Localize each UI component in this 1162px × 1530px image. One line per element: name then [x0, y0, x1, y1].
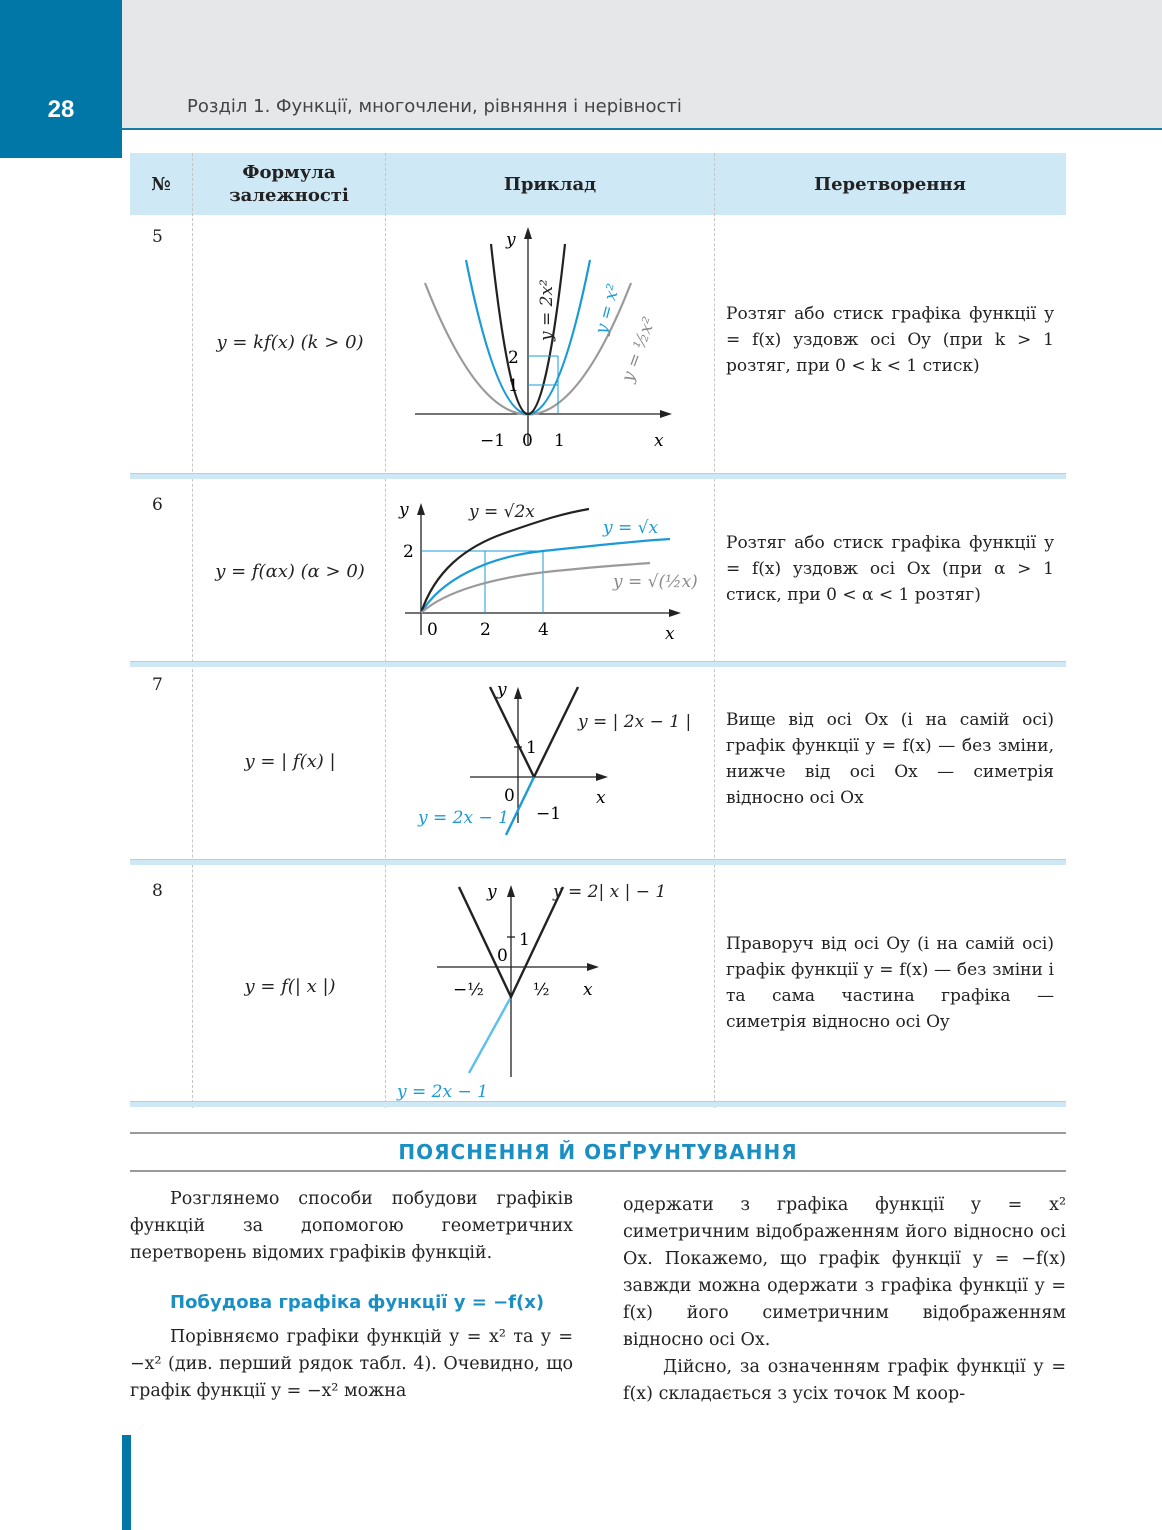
text-column-right	[623, 1192, 1066, 1408]
paragraph: Розглянемо способи побудови графіків функцій за допомогою геометричних перетворень відомих графіків функцій.	[130, 1189, 573, 1263]
tick-label: ½	[533, 980, 550, 1000]
x-axis-label: x	[596, 788, 606, 808]
tick-label: 2	[403, 542, 414, 562]
tick-label: 0	[522, 431, 533, 451]
chapter-title: Розділ 1. Функції, многочлени, рівняння і нерівності	[187, 96, 682, 117]
curve-label: y = 2| x | − 1	[553, 882, 667, 902]
row-description: Розтяг або стиск графіка функції y = f(x) уздовж осі Ox (при α > 1 стиск, при 0 < α < 1 розтяг)	[726, 533, 1054, 605]
column-header-example: Приклад	[503, 173, 597, 195]
example-graph-vertical-stretch	[410, 223, 700, 453]
text-column-left	[130, 1186, 573, 1405]
unused	[421, 529, 600, 613]
y-axis-label: y	[506, 230, 516, 250]
column-header-formula-line2: залежності	[229, 185, 349, 206]
tick-label: 1	[508, 376, 519, 396]
row-divider	[130, 473, 1066, 479]
abs-2x-minus-1-graph	[490, 687, 578, 777]
row-divider	[130, 859, 1066, 865]
column-divider	[385, 153, 386, 1108]
curve-label: y = 2x − 1	[418, 808, 509, 828]
y-axis-arrow-icon	[524, 227, 532, 239]
y-axis-arrow-icon	[507, 885, 515, 897]
column-header-formula-line1: Формула	[242, 162, 336, 183]
curve-label: y = | 2x − 1 |	[578, 712, 692, 732]
tick-label: 0	[504, 786, 515, 806]
margin-accent-bar	[122, 1435, 131, 1530]
page-number-tab	[0, 0, 122, 158]
x-axis-label: x	[654, 431, 664, 451]
x-axis-arrow-icon	[660, 410, 672, 418]
transformations-table	[130, 153, 1066, 1108]
tick-label: 4	[538, 620, 549, 640]
row-number: 7	[152, 675, 163, 695]
paragraph: Дійсно, за означенням графік функції y = f(x) складається з усіх точок M коор-	[623, 1357, 1066, 1404]
subheading: Побудова графіка функції y = −f(x)	[170, 1292, 545, 1313]
row-formula: y = f(| x |)	[244, 976, 336, 997]
example-graph-abs-of-function	[410, 673, 700, 853]
column-header-transformation: Перетворення	[814, 173, 966, 195]
tick-label: −1	[480, 431, 506, 451]
curve-label: y = 2x − 1	[397, 1082, 488, 1102]
paragraph: Порівняємо графіки функцій y = x² та y = −x² (див. перший рядок табл. 4). Очевидно, що графік функції y = −x² можна	[130, 1327, 573, 1401]
row-number: 8	[152, 881, 163, 901]
curve-label: y = ½x²	[617, 314, 660, 385]
x-axis-arrow-icon	[669, 609, 681, 617]
column-header-number: №	[151, 173, 171, 195]
curve-label: y = 2x²	[537, 279, 557, 341]
row-number: 6	[152, 495, 163, 515]
tick-label: 1	[526, 738, 537, 758]
row-description: Праворуч від осі Oy (і на самій осі) графік функції y = f(x) — без зміни і та сама частина графіка — симетрія відносно осі Oy	[726, 934, 1054, 1032]
example-graph-function-of-abs	[395, 875, 695, 1102]
row-number: 5	[152, 227, 163, 247]
y-axis-arrow-icon	[514, 687, 522, 699]
row-description: Вище від осі Ox (і на самій осі) графік функції y = f(x) — без зміни, нижче від осі Ox — симетрія відносно осі Ox	[726, 710, 1054, 808]
example-graph-horizontal-stretch	[395, 493, 710, 653]
row-divider	[130, 1101, 1066, 1107]
section-heading-bar	[130, 1132, 1066, 1172]
row-divider	[130, 661, 1066, 667]
y-axis-label: y	[399, 500, 409, 520]
curve-label: y = √(½x)	[613, 572, 698, 592]
row-formula: y = kf(x) (k > 0)	[216, 332, 364, 353]
page-number: 28	[47, 96, 75, 123]
row-formula: y = f(αx) (α > 0)	[215, 561, 365, 582]
x-axis-label: x	[665, 624, 675, 644]
header-rule	[120, 128, 1162, 130]
tick-label: −1	[536, 804, 562, 824]
tick-label: 1	[554, 431, 565, 451]
x-axis-arrow-icon	[596, 773, 608, 781]
row-formula: y = | f(x) |	[244, 751, 336, 772]
x-axis-arrow-icon	[587, 963, 599, 971]
tick-label: 2	[480, 620, 491, 640]
column-divider	[714, 153, 715, 1108]
y-axis-label: y	[497, 680, 507, 700]
y-axis-arrow-icon	[417, 503, 425, 515]
row-description: Розтяг або стиск графіка функції y = f(x) уздовж осі Oy (при k > 1 розтяг, при 0 < k < 1 стиск)	[726, 304, 1054, 376]
tick-label: 2	[508, 348, 519, 368]
curve-label: y = √2x	[469, 502, 535, 522]
column-divider	[192, 153, 193, 1108]
tick-label: 0	[427, 620, 438, 640]
paragraph: одержати з графіка функції y = x² симетричним відображенням його відносно осі Ox. Покажемо, що графік функції y = −f(x) завжди можна одержати з графіка функції y = f(x) його симетричним відображенням відносно осі Ox.	[623, 1195, 1066, 1350]
x-axis-label: x	[583, 980, 593, 1000]
curve-label: y = x²	[591, 281, 625, 337]
line-2x-minus-1	[469, 997, 511, 1073]
column-header-formula	[192, 153, 386, 215]
tick-label: −½	[453, 980, 484, 1000]
curve-label: y = √x	[603, 518, 659, 538]
tick-label: 0	[497, 946, 508, 966]
section-title: ПОЯСНЕННЯ Й ОБҐРУНТУВАННЯ	[398, 1140, 798, 1164]
y-axis-label: y	[487, 882, 497, 902]
tick-label: 1	[519, 930, 530, 950]
